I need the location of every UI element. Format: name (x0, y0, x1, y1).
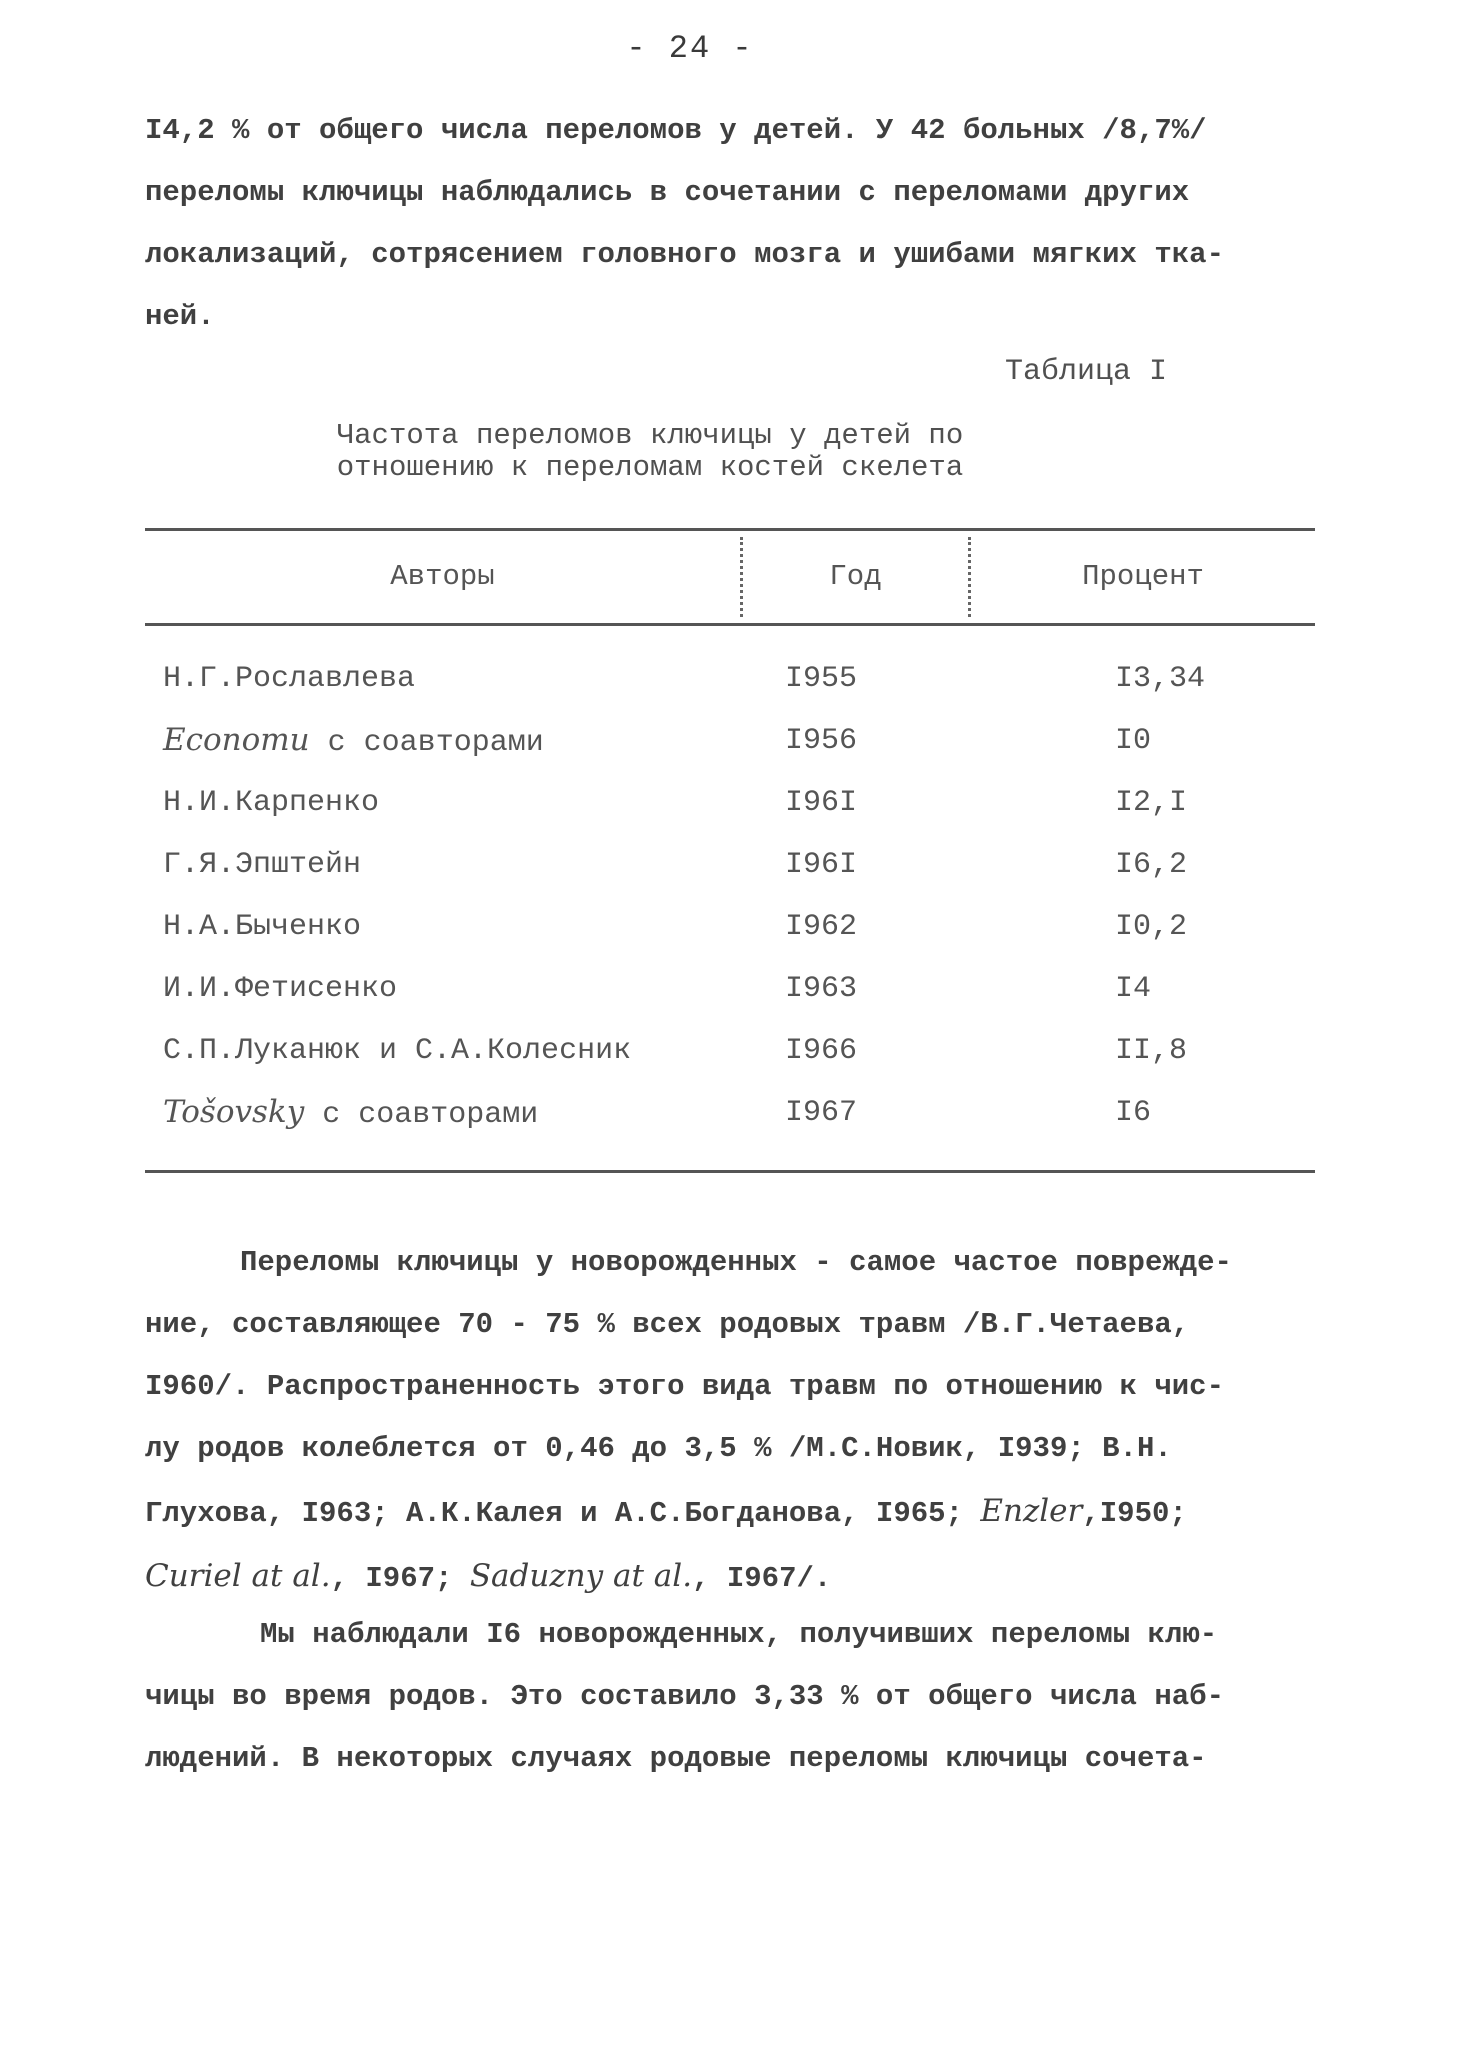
handwritten-author: Tošovsky (163, 1094, 305, 1130)
intro-line: I4,2 % от общего числа переломов у детей. У 42 больных /8,7%/ (145, 114, 1207, 147)
table-row (145, 896, 1315, 958)
year-cell: I967 (785, 1096, 858, 1130)
body-line: ние, составляющее 70 - 75 % всех родовых травм /В.Г.Четаева, (145, 1308, 1190, 1341)
author-cell: Н.А.Быченко (163, 910, 362, 944)
table-row (145, 1082, 1315, 1144)
year-cell: I966 (785, 1034, 858, 1068)
author-cell (145, 722, 785, 760)
percent-cell: I6,2 (1115, 848, 1188, 882)
body-line (145, 1480, 1320, 1545)
year-cell: I956 (785, 724, 858, 758)
table-title-line: Частота переломов ключицы у детей по (336, 419, 964, 452)
author-suffix: с соавторами (327, 726, 544, 760)
author-cell (145, 1094, 785, 1132)
intro-line: локализаций, сотрясением головного мозга и ушибами мягких тка- (145, 238, 1224, 271)
table-body (145, 626, 1315, 1170)
percent-cell: I6 (1115, 1096, 1152, 1130)
intro-line: переломы ключицы наблюдались в сочетании с переломами других (145, 176, 1190, 209)
table-title-line: отношению к переломам костей скелета (336, 451, 964, 484)
body-line: Мы наблюдали I6 новорожденных, получивших переломы клю- (260, 1618, 1218, 1651)
intro-line: ней. (145, 300, 215, 333)
year-cell: I96I (785, 848, 858, 882)
table-row (145, 1020, 1315, 1082)
header-percent: Процент (1082, 560, 1204, 593)
author-cell: И.И.Фетисенко (163, 972, 398, 1006)
table-row (145, 958, 1315, 1020)
page-number: - 24 - (626, 30, 754, 67)
body-paragraph-1 (145, 1232, 1320, 1610)
handwritten-author: Economu (163, 722, 310, 758)
text-fragment: Глухова, I963; А.К.Калея и А.С.Богданова, I965; (145, 1497, 963, 1530)
author-cell: Г.Я.Эпштейн (163, 848, 362, 882)
year-cell: I955 (785, 662, 858, 696)
table-row (145, 772, 1315, 834)
header-authors: Авторы (145, 537, 743, 617)
header-year: Год (743, 537, 971, 617)
percent-cell: II,8 (1115, 1034, 1188, 1068)
author-suffix: с соавторами (322, 1098, 539, 1132)
text-fragment: , I967; (330, 1562, 453, 1595)
text-fragment: , I967/. (692, 1562, 832, 1595)
intro-paragraph (145, 100, 1320, 348)
table-header-row (145, 531, 1315, 623)
percent-cell: I0 (1115, 724, 1152, 758)
body-line: лу родов колеблется от 0,46 до 3,5 % /М.С.Новик, I939; В.Н. (145, 1432, 1172, 1465)
percent-cell: I4 (1115, 972, 1152, 1006)
year-cell: I962 (785, 910, 858, 944)
author-cell: Н.Г.Рославлева (163, 662, 416, 696)
body-line: I960/. Распространенность этого вида травм по отношению к чис- (145, 1370, 1224, 1403)
frequency-table (145, 528, 1315, 1173)
table-bottom-rule (145, 1170, 1315, 1173)
year-cell: I963 (785, 972, 858, 1006)
handwritten-citation: Enzler (980, 1493, 1083, 1529)
percent-cell: I0,2 (1115, 910, 1188, 944)
body-line (145, 1545, 1320, 1610)
table-row (145, 648, 1315, 710)
table-label: Таблица I (1005, 355, 1168, 389)
table-row (145, 834, 1315, 896)
author-cell: С.П.Луканюк и С.А.Колесник (163, 1034, 632, 1068)
table-title (200, 420, 1100, 484)
body-paragraph-2 (145, 1604, 1320, 1790)
percent-cell: I2,I (1115, 786, 1188, 820)
body-line: людений. В некоторых случаях родовые переломы ключицы сочета- (145, 1742, 1207, 1775)
author-cell: Н.И.Карпенко (163, 786, 380, 820)
year-cell: I96I (785, 786, 858, 820)
handwritten-citation: Saduzny at al. (469, 1558, 693, 1594)
body-line: чицы во время родов. Это составило 3,33 % от общего числа наб- (145, 1680, 1224, 1713)
text-fragment: ,I950; (1082, 1497, 1187, 1530)
handwritten-citation: Curiel at al. (145, 1558, 331, 1594)
percent-cell: I3,34 (1115, 662, 1206, 696)
body-line: Переломы ключицы у новорожденных - самое частое поврежде- (240, 1246, 1232, 1279)
table-row (145, 710, 1315, 772)
